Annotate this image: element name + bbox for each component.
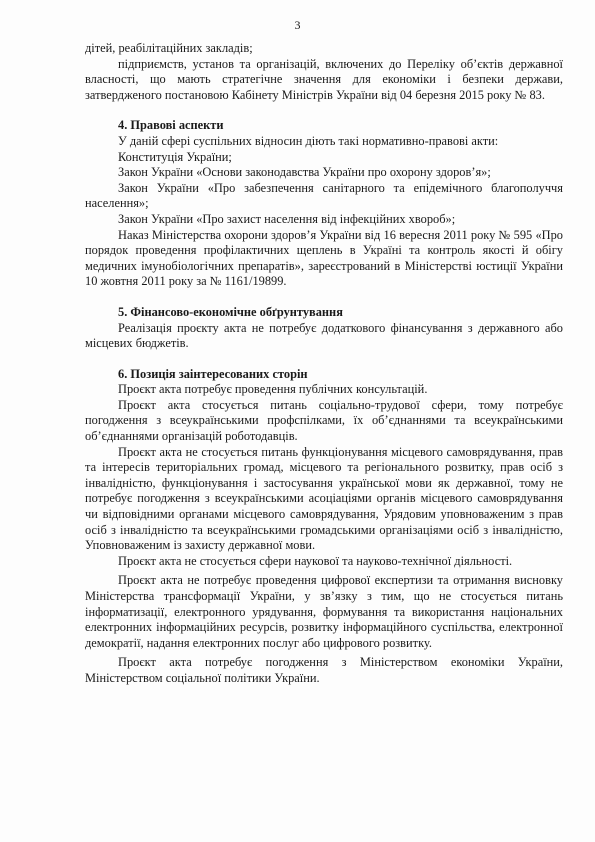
section-paragraph: Закон України «Основи законодавства України про охорону здоров’я»;	[118, 165, 491, 180]
section-paragraph: Проєкт акта не стосується сфери наукової та науково-технічної діяльності.	[118, 553, 513, 568]
section-paragraph: Конституція України;	[118, 149, 232, 164]
section-paragraph: Закон України «Про забезпечення санітарного та епідемічного благополуччя населення»;	[85, 180, 563, 211]
section-paragraph: Проєкт акта не потребує проведення цифрової експертизи та отримання висновку Міністерства трансформації України, у зв’язку з тим, що не стосується питань інформатизації, електронного урядування, формування та використання національних електронних інформаційних ресурсів, розвитку інформаційного суспільства, електронної демократії, надання електронних послуг або цифрового розвитку.	[85, 573, 563, 650]
intro-paragraph: підприємств, установ та організацій, включених до Переліку об’єктів державної власності, що мають стратегічне значення для економіки і безпеки держави, затвердженого постановою Кабінету Міністрів України від 04 березня 2015 року № 83.	[85, 56, 563, 102]
section-heading-finance: 5. Фінансово-економічне обґрунтування	[118, 304, 343, 319]
section-paragraph: Проєкт акта потребує погодження з Міністерством економіки України, Міністерством соціальної політики України.	[85, 655, 563, 685]
section-paragraph: Проєкт акта не стосується питань функціонування місцевого самоврядування, прав та інтересів територіальних громад, місцевого та регіонального розвитку, прав осіб з інвалідністю, функціонування і застосування української мови як державної, тому не потребує погодження з всеукраїнськими асоціаціями органів місцевого самоврядування чи відповідними органами місцевого самоврядування, Урядовим уповноваженим з прав осіб з інвалідністю та всеукраїнськими громадськими організаціями осіб з інвалідністю, Уповноваженим із захисту державної мови.	[85, 444, 563, 553]
intro-paragraph: дітей, реабілітаційних закладів;	[85, 41, 253, 55]
section-paragraph: Реалізація проєкту акта не потребує додаткового фінансування з державного або місцевих бюджетів.	[85, 320, 563, 351]
section-paragraph: Проєкт акта стосується питань соціально-трудової сфери, тому потребує погодження з всеукраїнськими профспілками, їх об’єднаннями та всеукраїнськими об’єднаннями організацій роботодавців.	[85, 397, 563, 444]
section-heading-legal: 4. Правові аспекти	[118, 118, 224, 133]
page-number: 3	[294, 18, 301, 32]
section-paragraph: Наказ Міністерства охорони здоров’я України від 16 вересня 2011 року № 595 «Про порядок проведення профілактичних щеплень в Україні та контроль якості й обігу медичних імунобіологічних препаратів», зареєстрований в Міністерстві юстиції України 10 жовтня 2011 року за № 1161/19899.	[85, 227, 563, 289]
section-paragraph: Закон України «Про захист населення від інфекційних хвороб»;	[118, 211, 456, 226]
section-paragraph: У даній сфері суспільних відносин діють такі нормативно-правові акти:	[118, 133, 499, 148]
section-heading-stakeholders: 6. Позиція заінтересованих сторін	[118, 366, 308, 381]
document-body	[85, 41, 563, 687]
section-paragraph: Проєкт акта потребує проведення публічних консультацій.	[118, 382, 428, 397]
